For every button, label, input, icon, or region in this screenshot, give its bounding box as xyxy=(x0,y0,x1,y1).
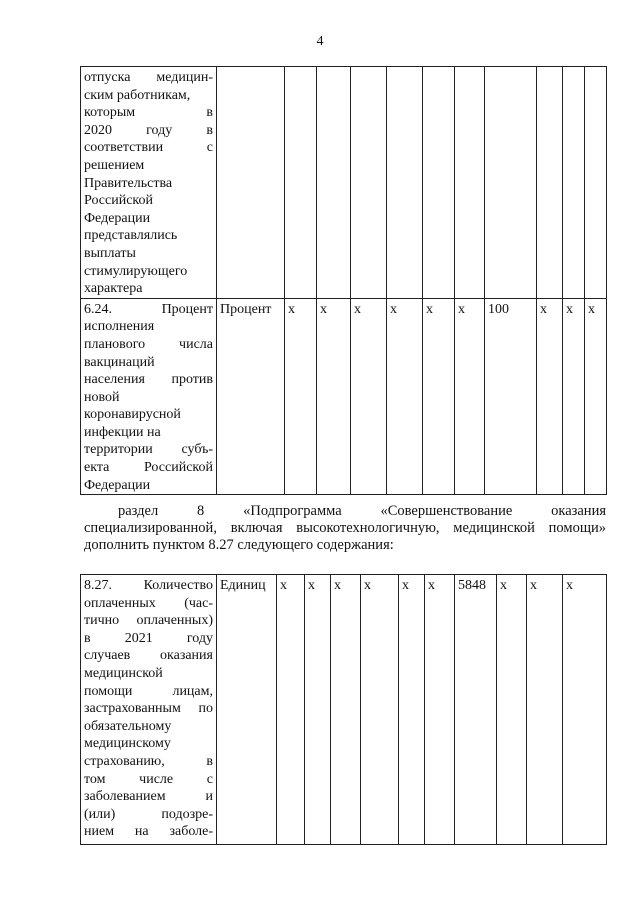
description-line: 2020 году в xyxy=(84,122,213,138)
value-cell: х xyxy=(331,575,361,845)
paragraph-line: дополнить пунктом 8.27 следующего содержания: xyxy=(84,537,394,553)
table-row-6-24 xyxy=(81,298,607,495)
paragraph-line: раздел 8 «Подпрограмма «Совершенствование оказания xyxy=(118,503,606,519)
description-line: планового числа xyxy=(84,336,213,352)
description-line: Правительства xyxy=(84,175,173,191)
description-line: которым в xyxy=(84,105,213,121)
description-line: нием на заболе- xyxy=(84,824,213,840)
value-cell: х xyxy=(527,575,563,845)
value-cell: х xyxy=(497,575,527,845)
description-line: том числе с xyxy=(84,771,213,787)
value-cell: х xyxy=(585,298,607,495)
description-line: страхованию, в xyxy=(84,753,213,769)
amendment-paragraph xyxy=(84,503,606,554)
description-line: случаев оказания xyxy=(84,648,213,664)
description-line: коронавирусной xyxy=(84,407,181,423)
value-cell: 100 xyxy=(485,298,537,495)
description-line: обязательному xyxy=(84,718,172,734)
description-line: выплаты xyxy=(84,245,136,261)
indicators-table-1 xyxy=(80,66,607,495)
value-cell: х xyxy=(563,298,585,495)
description-line: новой xyxy=(84,389,120,405)
description-line: инфекции на xyxy=(84,424,161,440)
description-line: населения против xyxy=(84,372,213,388)
value-cell: х xyxy=(317,298,351,495)
description-line: помощи лицам, xyxy=(84,683,213,699)
description-line: представлялись xyxy=(84,228,178,244)
value-cell: х xyxy=(351,298,387,495)
value-cell: х xyxy=(423,298,455,495)
description-line: медицинскому xyxy=(84,736,171,752)
row-description xyxy=(81,575,217,845)
description-line: 6.24. Процент xyxy=(84,301,213,317)
description-line: 8.27. Количество xyxy=(84,578,213,593)
description-line: застрахованным по xyxy=(84,701,213,717)
description-line: тично оплаченных) xyxy=(84,613,213,629)
value-cell: х xyxy=(455,298,485,495)
row-description xyxy=(81,298,217,495)
table-row-8-27 xyxy=(81,575,607,845)
paragraph-line: специализированной, включая высокотехнологичную, медицинской помощи» xyxy=(84,520,606,536)
value-cell: х xyxy=(361,575,399,845)
value-cell: х xyxy=(285,298,317,495)
value-cell: х xyxy=(387,298,423,495)
description-line: ским работникам, xyxy=(84,87,191,103)
description-line: (или) подозре- xyxy=(84,806,213,822)
unit-cell: Единиц xyxy=(217,575,277,845)
indicators-table-2 xyxy=(80,574,607,845)
value-cell: х xyxy=(425,575,455,845)
description-line: в 2021 году xyxy=(84,630,213,646)
description-line: соответствии с xyxy=(84,140,213,156)
description-line: территории субъ- xyxy=(84,442,213,458)
description-line: Российской xyxy=(84,193,153,209)
description-line: Федерации xyxy=(84,210,151,226)
value-cell: х xyxy=(305,575,331,845)
description-line: заболеванием и xyxy=(84,789,213,805)
description-line: решением xyxy=(84,157,145,173)
unit-cell xyxy=(217,67,285,299)
description-line: Федерации xyxy=(84,477,151,493)
description-line: медицинской xyxy=(84,665,163,681)
row-description xyxy=(81,67,217,299)
unit-cell: Процент xyxy=(217,298,285,495)
description-line: оплаченных (час- xyxy=(84,595,213,611)
description-line: исполнения xyxy=(84,319,155,335)
description-line: отпуска медицин- xyxy=(84,70,213,85)
value-cell: 5848 xyxy=(455,575,497,845)
description-line: стимулирующего xyxy=(84,263,188,279)
value-cell: х xyxy=(399,575,425,845)
description-line: вакцинаций xyxy=(84,354,155,370)
value-cell: х xyxy=(277,575,305,845)
page-number: 4 xyxy=(316,34,324,49)
description-line: характера xyxy=(84,281,143,297)
table-row-continued xyxy=(81,67,607,299)
value-cell: х xyxy=(563,575,607,845)
description-line: екта Российской xyxy=(84,460,213,476)
value-cell: х xyxy=(537,298,563,495)
